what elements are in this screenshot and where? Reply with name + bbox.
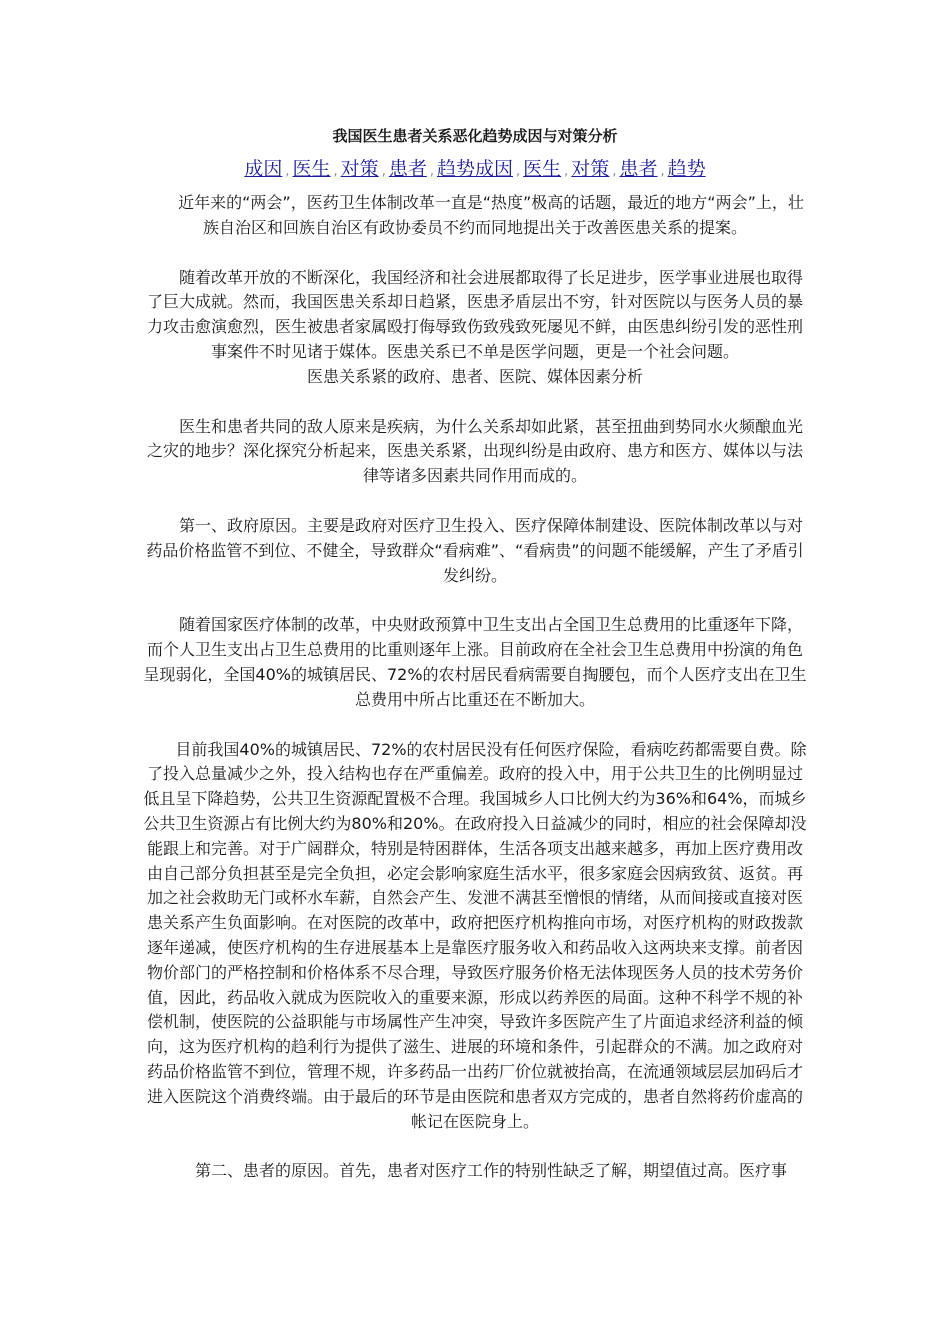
paragraph — [143, 514, 807, 588]
tag-separator: , — [381, 164, 386, 179]
tag-link[interactable]: 趋势成因 — [436, 158, 513, 180]
paragraph-text: 随着国家医疗体制的改革，中央财政预算中卫生支出占全国卫生总费用的比重逐年下降，而个人卫生支出占卫生总费用的比重则逐年上涨。目前政府在全社会卫生总费用中扮演的角色呈现弱化，全国40%的城镇居民、72%的农村居民看病需要自掏腰包，而个人医疗支出在卫生总费用中所占比重还在不断加大。 — [143, 615, 807, 709]
tag-links — [143, 154, 807, 187]
paragraph-text: 近年来的“两会”，医药卫生体制改革一直是“热度”极高的话题，最近的地方“两会”上，壮族自治区和回族自治区有政协委员不约而同地提出关于改善医患关系的提案。 — [178, 193, 804, 237]
tag-link[interactable]: 医生 — [523, 158, 562, 180]
paragraph — [143, 613, 807, 712]
tag-separator: , — [612, 164, 617, 179]
tag-separator: , — [285, 164, 290, 179]
paragraph — [143, 415, 807, 489]
tag-link[interactable]: 患者 — [619, 158, 658, 180]
paragraph — [143, 191, 807, 241]
tag-separator: , — [429, 164, 434, 179]
tag-link[interactable]: 成因 — [244, 158, 283, 180]
tag-separator: , — [564, 164, 569, 179]
tag-separator: , — [333, 164, 338, 179]
tag-link[interactable]: 患者 — [388, 158, 427, 180]
page-title: 我国医生患者关系恶化趋势成因与对策分析 — [332, 127, 618, 145]
paragraph — [143, 738, 807, 1135]
section-subheading: 医患关系紧的政府、患者、医院、媒体因素分析 — [306, 366, 643, 386]
tag-link[interactable]: 医生 — [292, 158, 331, 180]
paragraph-text: 目前我国40%的城镇居民、72%的农村居民没有任何医疗保险，看病吃药都需要自费。除了投入总量减少之外，投入结构也存在严重偏差。政府的投入中，用于公共卫生的比例明显过低且呈下降趋势，公共卫生资源配置极不合理。我国城乡人口比例大约为36%和64%，而城乡公共卫生资源占有比例大约为80%和20%。在政府投入日益减少的同时，相应的社会保障却没能跟上和完善。对于广阔群众，特别是特困群体，生活各项支出越来越多，再加上医疗费用改由自己部分负担甚至是完全负担，必定会影响家庭生活水平，很多家庭会因病致贫、返贫。再加之社会救助无门或杯水车薪，自然会产生、发泄不满甚至憎恨的情绪，从而间接或直接对医患关系产生负面影响。在对医院的改革中，政府把医疗机构推向市场，对医疗机构的财政拨款逐年递减，使医疗机构的生存进展基本上是靠医疗服务收入和药品收入这两块来支撑。前者因物价部门的严格控制和价格体系不尽合理，导致医疗服务价格无法体现医务人员的技术劳务价值，因此，药品收入就成为医院收入的重要来源，形成以药养医的局面。这种不科学不规的补偿机制，使医院的公益职能与市场属性产生冲突，导致许多医院产生了片面追求经济利益的倾向，这为医疗机构的趋利行为提供了滋生、进展的环境和条件，引起群众的不满。加之政府对药品价格监管不到位，管理不规，许多药品一出药厂价位就被抬高，在流通领域层层加码后才进入医院这个消费终端。由于最后的环节是由医院和患者双方完成的，患者自然将药价虚高的帐记在医院身上。 — [143, 739, 807, 1131]
document-page — [143, 122, 807, 1209]
tag-separator: , — [516, 164, 521, 179]
paragraph-text: 随着改革开放的不断深化，我国经济和社会进展都取得了长足进步，医学事业进展也取得了巨大成就。然而，我国医患关系却日趋紧，医患矛盾层出不穷，针对医院以与医务人员的暴力攻击愈演愈烈，医生被患者家属殴打侮辱致伤致残致死屡见不鲜，由医患纠纷引发的恶性刑事案件不时见诸于媒体。医患关系已不单是医学问题，更是一个社会问题。 — [146, 267, 803, 361]
tag-link[interactable]: 趋势 — [667, 158, 706, 180]
paragraph-text: 第二、患者的原因。首先，患者对医疗工作的特别性缺乏了解，期望值过高。医疗事 — [194, 1161, 787, 1181]
paragraph — [143, 1159, 807, 1184]
tag-separator: , — [660, 164, 665, 179]
paragraph — [143, 266, 807, 390]
tag-link[interactable]: 对策 — [571, 158, 610, 180]
paragraph-text: 医生和患者共同的敌人原来是疾病，为什么关系却如此紧，甚至扭曲到势同水火频酿血光之灾的地步？深化探究分析起来，医患关系紧，出现纠纷是由政府、患方和医方、媒体以与法律等诸多因素共同作用而成的。 — [146, 416, 803, 486]
tag-link[interactable]: 对策 — [340, 158, 379, 180]
paragraph-text: 第一、政府原因。主要是政府对医疗卫生投入、医疗保障体制建设、医院体制改革以与对药品价格监管不到位、不健全，导致群众“看病难”、“看病贵”的问题不能缓解，产生了矛盾引发纠纷。 — [146, 515, 804, 585]
